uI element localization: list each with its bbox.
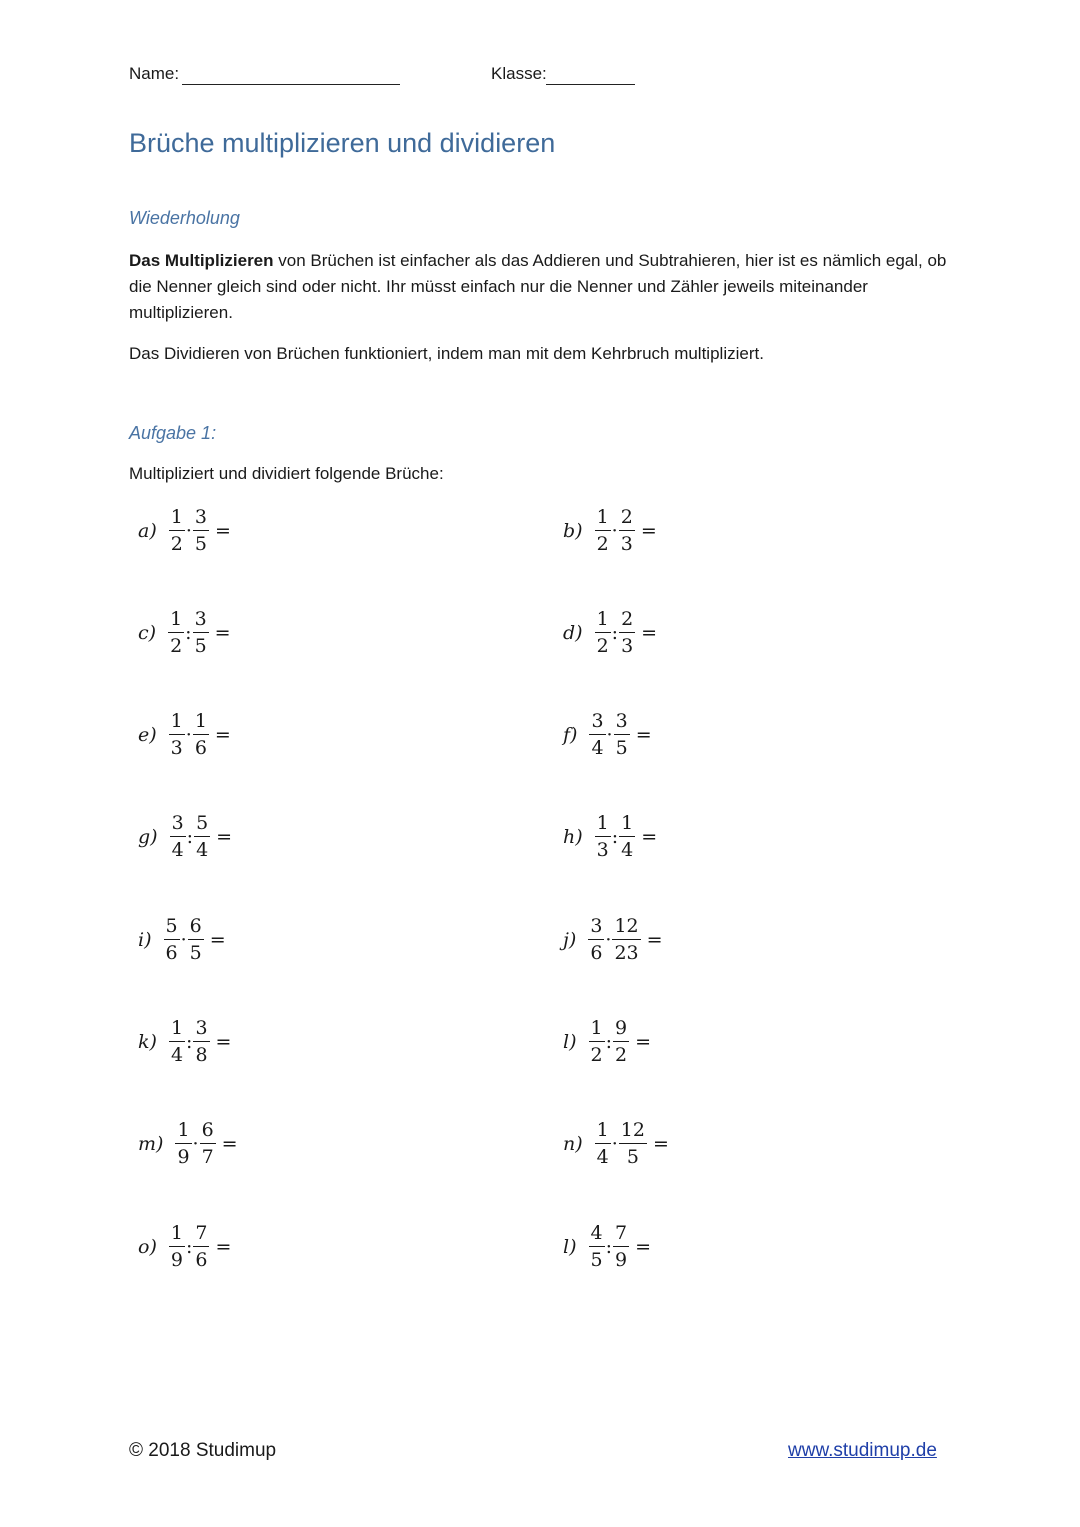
denominator: 9 [170, 1249, 183, 1271]
exercise-label: k) [138, 1031, 157, 1053]
numerator: 1 [193, 712, 209, 735]
exercise-label: l) [563, 1236, 577, 1258]
fraction-first [589, 712, 605, 758]
numerator: 4 [589, 1224, 605, 1247]
exercise-item [563, 1019, 651, 1065]
exercise-label: c) [138, 622, 157, 644]
equals-sign: = [640, 520, 657, 542]
operator: · [606, 724, 613, 746]
name-input-line[interactable] [182, 84, 400, 85]
fraction-first [169, 508, 185, 554]
denominator: 2 [170, 533, 183, 555]
fraction-first [169, 712, 185, 758]
fraction-first [169, 1019, 185, 1065]
exercise-label: m) [138, 1133, 164, 1155]
denominator: 23 [614, 942, 639, 964]
exercise-label: l) [563, 1031, 577, 1053]
fraction-second [619, 1121, 647, 1167]
denominator: 3 [621, 635, 634, 657]
footer-website-link[interactable]: www.studimup.de [788, 1440, 937, 1461]
equals-sign: = [635, 1236, 652, 1258]
denominator: 3 [596, 839, 609, 861]
exercise-label: n) [563, 1133, 583, 1155]
denominator: 2 [170, 635, 183, 657]
fraction-first [595, 508, 611, 554]
operator: : [185, 622, 192, 644]
fraction-second [193, 712, 209, 758]
equals-sign: = [221, 1133, 238, 1155]
exercise-item [563, 1224, 651, 1270]
denominator: 6 [195, 1249, 208, 1271]
fraction-second [193, 1224, 209, 1270]
class-input-line[interactable] [546, 84, 635, 85]
denominator: 4 [621, 839, 634, 861]
exercise-item [563, 610, 657, 656]
equals-sign: = [215, 1031, 232, 1053]
numerator: 9 [613, 1019, 629, 1042]
denominator: 8 [195, 1044, 208, 1066]
denominator: 5 [626, 1146, 639, 1168]
exercise-item [563, 1121, 669, 1167]
emphasis-text: Das Multiplizieren [129, 251, 274, 270]
operator: : [185, 1236, 193, 1258]
numerator: 1 [595, 1121, 611, 1144]
fraction-second [619, 610, 635, 656]
numerator: 3 [193, 610, 209, 633]
numerator: 6 [188, 917, 204, 940]
numerator: 1 [595, 814, 611, 837]
denominator: 2 [590, 1044, 603, 1066]
equals-sign: = [652, 1133, 669, 1155]
numerator: 1 [169, 1224, 185, 1247]
exercise-item [138, 1224, 231, 1270]
exercise-label: o) [138, 1236, 157, 1258]
numerator: 3 [193, 508, 209, 531]
numerator: 3 [193, 1019, 209, 1042]
exercise-label: j) [563, 929, 577, 951]
exercise-label: b) [563, 520, 583, 542]
denominator: 4 [170, 1044, 184, 1066]
numerator: 12 [619, 1121, 647, 1144]
equals-sign: = [214, 622, 231, 644]
numerator: 2 [619, 610, 635, 633]
equals-sign: = [214, 520, 231, 542]
operator: : [611, 826, 619, 848]
numerator: 1 [619, 814, 635, 837]
class-label: Klasse: [491, 64, 547, 83]
denominator: 9 [177, 1146, 190, 1168]
denominator: 5 [189, 942, 202, 964]
exercise-item [138, 508, 231, 554]
equals-sign: = [216, 826, 233, 848]
numerator: 1 [169, 712, 185, 735]
exercise-item [563, 917, 663, 963]
denominator: 5 [194, 635, 207, 657]
denominator: 2 [596, 635, 609, 657]
denominator: 5 [590, 1249, 603, 1271]
numerator: 5 [194, 814, 210, 837]
operator: · [180, 929, 187, 951]
numerator: 3 [588, 917, 604, 940]
equals-sign: = [635, 724, 652, 746]
exercise-item [563, 814, 657, 860]
denominator: 2 [596, 533, 609, 555]
footer-copyright: © 2018 Studimup [129, 1440, 277, 1461]
denominator: 6 [165, 942, 178, 964]
operator: : [605, 1236, 612, 1258]
numerator: 1 [175, 1121, 191, 1144]
fraction-second [193, 508, 209, 554]
fraction-first [589, 1224, 605, 1270]
fraction-second [200, 1121, 216, 1167]
numerator: 5 [164, 917, 180, 940]
equals-sign: = [214, 724, 231, 746]
operator: · [185, 724, 192, 746]
fraction-first [589, 1019, 605, 1065]
fraction-first [595, 610, 611, 656]
fraction-first [164, 917, 180, 963]
denominator: 5 [615, 737, 628, 759]
denominator: 2 [615, 1044, 628, 1066]
name-label: Name: [129, 64, 180, 83]
fraction-second [614, 712, 630, 758]
fraction-first [168, 610, 184, 656]
equals-sign: = [209, 929, 226, 951]
denominator: 4 [596, 1146, 609, 1168]
denominator: 4 [196, 839, 209, 861]
operator: · [192, 1133, 199, 1155]
section-subtitle: Wiederholung [129, 208, 240, 228]
operator: · [185, 520, 192, 542]
denominator: 4 [171, 839, 184, 861]
numerator: 1 [169, 508, 185, 531]
numerator: 1 [589, 1019, 605, 1042]
numerator: 12 [612, 917, 640, 940]
numerator: 1 [595, 610, 611, 633]
operator: : [186, 1031, 193, 1053]
denominator: 3 [170, 737, 183, 759]
operator: : [611, 622, 619, 644]
operator: : [186, 826, 194, 848]
exercise-item [138, 917, 226, 963]
fraction-second [619, 814, 635, 860]
equals-sign: = [641, 826, 658, 848]
denominator: 7 [201, 1146, 214, 1168]
denominator: 4 [591, 737, 604, 759]
equals-sign: = [215, 1236, 232, 1258]
fraction-second [193, 610, 209, 656]
numerator: 7 [193, 1224, 209, 1247]
exercise-label: e) [138, 724, 157, 746]
fraction-second [612, 917, 640, 963]
operator: · [611, 1133, 618, 1155]
fraction-first [595, 1121, 611, 1167]
division-paragraph: Das Dividieren von Brüchen funktioniert, indem man mit dem Kehrbruch multipliziert. [129, 344, 764, 363]
exercise-label: g) [138, 826, 158, 848]
denominator: 6 [194, 737, 207, 759]
denominator: 3 [620, 533, 633, 555]
exercise-item [138, 814, 232, 860]
fraction-first [595, 814, 611, 860]
fraction-first [169, 1224, 185, 1270]
task-instruction: Multipliziert und dividiert folgende Brüche: [129, 464, 444, 483]
paragraph-text: von Brüchen ist einfacher als das Addieren und Subtrahieren, hier ist es nämlich egal, ob die Nenner gleich sind oder nicht. Ihr müsst einfach nur die Nenner und Zähler jeweils miteinander multiplizieren. [129, 251, 947, 322]
page-title: Brüche multiplizieren und dividieren [129, 128, 556, 158]
task-heading: Aufgabe 1: [129, 423, 217, 443]
fraction-second [188, 917, 204, 963]
fraction-first [170, 814, 186, 860]
operator: : [605, 1031, 612, 1053]
equals-sign: = [635, 1031, 652, 1053]
numerator: 2 [619, 508, 635, 531]
fraction-second [193, 1019, 209, 1065]
fraction-first [588, 917, 604, 963]
equals-sign: = [646, 929, 663, 951]
denominator: 5 [194, 533, 207, 555]
numerator: 3 [614, 712, 630, 735]
denominator: 6 [590, 942, 603, 964]
exercise-label: a) [138, 520, 157, 542]
operator: · [611, 520, 618, 542]
exercise-item [563, 508, 657, 554]
exercise-label: i) [138, 929, 152, 951]
exercise-item [138, 1121, 238, 1167]
fraction-first [175, 1121, 191, 1167]
numerator: 1 [595, 508, 611, 531]
explanation-paragraph [129, 248, 949, 326]
numerator: 6 [200, 1121, 216, 1144]
fraction-second [613, 1019, 629, 1065]
exercise-label: f) [563, 724, 578, 746]
fraction-second [613, 1224, 629, 1270]
exercise-item [138, 610, 231, 656]
exercise-label: h) [563, 826, 583, 848]
fraction-second [194, 814, 210, 860]
numerator: 7 [613, 1224, 629, 1247]
numerator: 1 [168, 610, 184, 633]
exercise-label: d) [563, 622, 583, 644]
numerator: 1 [169, 1019, 185, 1042]
exercise-item [563, 712, 652, 758]
fraction-second [619, 508, 635, 554]
numerator: 3 [170, 814, 186, 837]
operator: · [605, 929, 612, 951]
exercise-item [138, 712, 231, 758]
exercise-item [138, 1019, 231, 1065]
denominator: 9 [615, 1249, 628, 1271]
numerator: 3 [589, 712, 605, 735]
equals-sign: = [641, 622, 658, 644]
